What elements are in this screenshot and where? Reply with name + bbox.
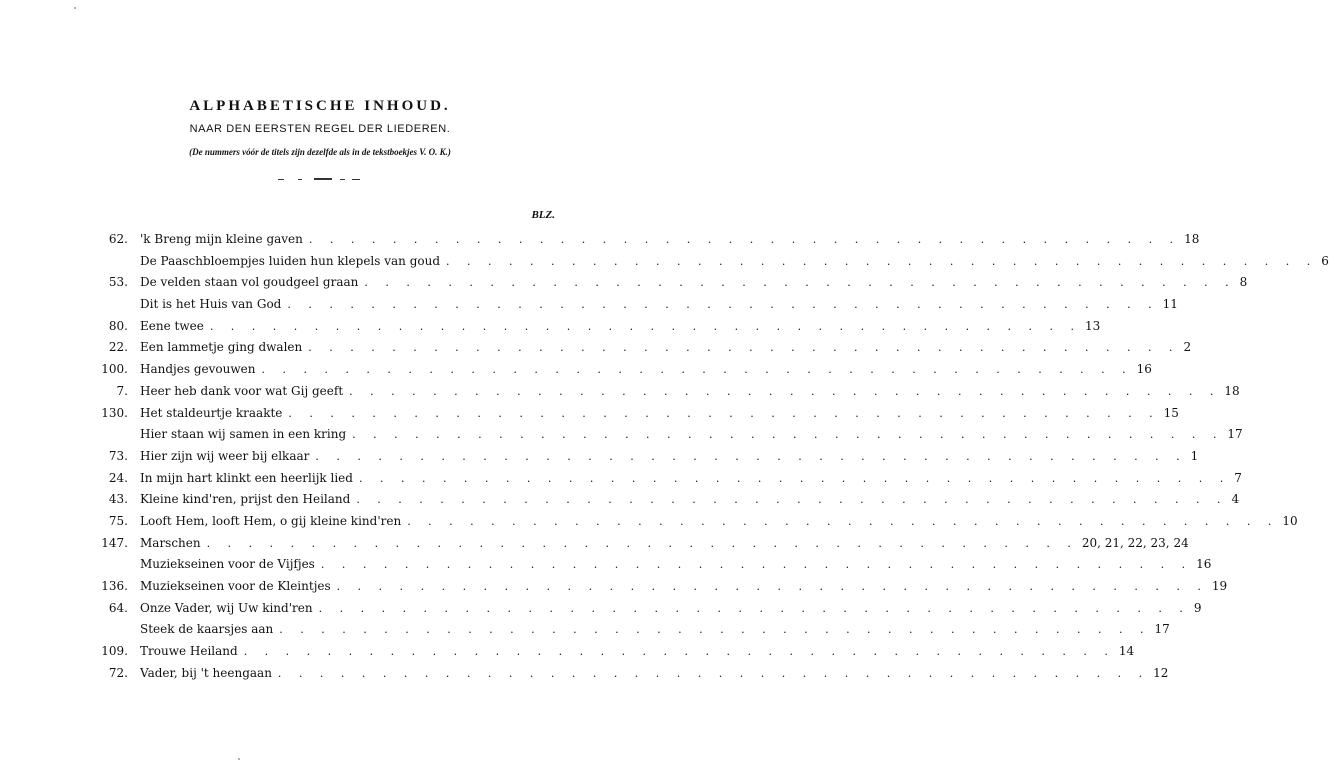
page-number: 17: [1227, 427, 1243, 442]
page-number: 10: [1282, 513, 1298, 528]
dot-leader: . . . . . . . . . . . . . . . . . . . . . . . . . . . . . . . . . . . . . . . . . .: [315, 449, 1187, 463]
song-number: 53.: [108, 275, 128, 290]
song-title: Handjes gevouwen: [140, 362, 256, 377]
song-number: 75.: [108, 513, 128, 528]
song-title: Onze Vader, wij Uw kind'ren: [140, 600, 313, 615]
entry-line: [140, 424, 1243, 446]
contents-entry: [0, 511, 1298, 533]
entry-line: [140, 598, 1202, 620]
page-number: 9: [1193, 600, 1202, 615]
contents-entry: [0, 554, 1212, 576]
song-title: Dit is het Huis van God: [140, 297, 282, 312]
dot-leader: . . . . . . . . . . . . . . . . . . . . . . . . . . . . . . . . . . . . . . . . . .: [349, 384, 1221, 398]
page-number: 14: [1118, 644, 1135, 659]
page-subtitle: NAAR DEN EERSTEN REGEL DER LIEDEREN.: [189, 123, 451, 135]
song-title: 'k Breng mijn kleine gaven: [140, 232, 303, 246]
dot-leader: . . . . . . . . . . . . . . . . . . . . . . . . . . . . . . . . . . . . . . . . . .: [364, 276, 1236, 290]
page-number: 20, 21, 22, 23, 24: [1081, 535, 1189, 550]
entry-line: [140, 229, 1200, 251]
entry-line: [140, 316, 1101, 338]
page-number: 4: [1231, 492, 1240, 507]
page-number: 16: [1136, 362, 1152, 377]
entry-line: [140, 468, 1242, 490]
contents-entry: [0, 229, 1200, 251]
song-title: Hier staan wij samen in een kring: [140, 427, 347, 442]
song-title: In mijn hart klinkt een heerlijk lied: [140, 470, 353, 485]
song-title: Eene twee: [140, 318, 204, 333]
dot-leader: . . . . . . . . . . . . . . . . . . . . . . . . . . . . . . . . . . . . . . . . . .: [287, 298, 1159, 312]
scan-speck: [74, 7, 76, 9]
song-number: 24.: [108, 470, 128, 485]
dot-leader: . . . . . . . . . . . . . . . . . . . . . . . . . . . . . . . . . . . . . . . . . .: [308, 341, 1180, 355]
entry-line: [140, 576, 1228, 598]
song-title: Steek de kaarsjes aan: [140, 622, 274, 637]
contents-entry: [0, 316, 1101, 338]
entry-line: [140, 533, 1189, 555]
scan-speck: [238, 758, 240, 760]
entry-line: [140, 641, 1135, 663]
contents-entry: [0, 489, 1240, 511]
song-title: Vader, bij 't heengaan: [140, 665, 272, 680]
song-title: Muziekseinen voor de Kleintjes: [140, 579, 331, 593]
contents-entry: [0, 381, 1240, 403]
entry-line: [140, 294, 1178, 316]
page-number: 17: [1154, 622, 1170, 637]
page-number: 12: [1153, 665, 1169, 680]
page-number: 6: [1321, 253, 1329, 268]
contents-entry: [0, 294, 1178, 316]
contents-entry: [0, 641, 1135, 663]
contents-entry: [0, 424, 1243, 446]
song-title: Looft Hem, looft Hem, o gij kleine kind'ren: [140, 513, 402, 528]
song-number: 80.: [108, 318, 128, 333]
contents-entry: [0, 533, 1189, 555]
song-number: 130.: [101, 405, 128, 420]
entry-line: [140, 337, 1192, 359]
numbering-note: (De nummers vóór de titels zijn dezelfde als in de tekstboekjes V. O. K.): [189, 147, 451, 157]
dot-leader: . . . . . . . . . . . . . . . . . . . . . . . . . . . . . . . . . . . . . . . . . .: [358, 471, 1231, 485]
dot-leader: . . . . . . . . . . . . . . . . . . . . . . . . . . . . . . . . . . . . . . . . . .: [288, 406, 1160, 420]
entry-line: [140, 381, 1240, 403]
entry-line: [140, 554, 1212, 576]
page-number: 16: [1196, 557, 1212, 572]
page-column-heading: BLZ.: [531, 209, 555, 221]
entry-line: [140, 359, 1152, 381]
dot-leader: . . . . . . . . . . . . . . . . . . . . . . . . . . . . . . . . . . . . . . . . . .: [277, 666, 1150, 680]
song-title: Het staldeurtje kraakte: [140, 405, 283, 420]
dot-leader: . . . . . . . . . . . . . . . . . . . . . . . . . . . . . . . . . . . . . . . . . .: [407, 514, 1279, 528]
page-number: 19: [1211, 579, 1228, 593]
dot-leader: . . . . . . . . . . . . . . . . . . . . . . . . . . . . . . . . . . . . . . . . . .: [352, 428, 1224, 442]
contents-entry: [0, 663, 1169, 685]
song-title: Een lammetje ging dwalen: [140, 340, 303, 355]
song-number: 7.: [116, 383, 128, 398]
contents-entry: [0, 446, 1199, 468]
entry-line: [140, 489, 1240, 511]
contents-entry: [0, 359, 1152, 381]
song-number: 43.: [108, 492, 128, 507]
entry-line: [140, 403, 1179, 425]
dot-leader: . . . . . . . . . . . . . . . . . . . . . . . . . . . . . . . . . . . . . . . . . .: [320, 558, 1193, 572]
song-number: 22.: [108, 340, 128, 355]
contents-entry: [0, 251, 1329, 273]
dot-leader: . . . . . . . . . . . . . . . . . . . . . . . . . . . . . . . . . . . . . . . . . .: [356, 493, 1228, 507]
contents-entry: [0, 576, 1228, 598]
song-title: Heer heb dank voor wat Gij geeft: [140, 383, 344, 398]
page-number: 15: [1163, 405, 1179, 420]
dot-leader: . . . . . . . . . . . . . . . . . . . . . . . . . . . . . . . . . . . . . . . . . .: [206, 536, 1078, 550]
dot-leader: . . . . . . . . . . . . . . . . . . . . . . . . . . . . . . . . . . . . . . . . . .: [261, 363, 1133, 377]
song-number: 64.: [108, 600, 128, 615]
song-title: Trouwe Heiland: [140, 644, 238, 659]
dot-leader: . . . . . . . . . . . . . . . . . . . . . . . . . . . . . . . . . . . . . . . . . .: [318, 601, 1190, 615]
page-number: 2: [1183, 340, 1192, 355]
contents-entry: [0, 337, 1192, 359]
dot-leader: . . . . . . . . . . . . . . . . . . . . . . . . . . . . . . . . . . . . . . . . . .: [243, 645, 1115, 659]
dot-leader: . . . . . . . . . . . . . . . . . . . . . . . . . . . . . . . . . . . . . . . . . .: [209, 319, 1082, 333]
song-number: 72.: [108, 665, 128, 680]
song-number: 73.: [108, 448, 128, 463]
song-title: De Paaschbloempjes luiden hun klepels van goud: [140, 253, 441, 268]
song-number: 100.: [101, 362, 128, 377]
entry-line: [140, 511, 1298, 533]
page-title: ALPHABETISCHE INHOUD.: [189, 98, 451, 114]
page-number: 8: [1239, 275, 1248, 290]
song-number: 62.: [108, 232, 128, 246]
contents-list: [0, 229, 1329, 684]
contents-entry: [0, 403, 1179, 425]
entry-line: [140, 619, 1170, 641]
divider-ornament: [278, 178, 362, 182]
song-number: 109.: [101, 644, 128, 659]
song-title: Muziekseinen voor de Vijfjes: [140, 557, 315, 572]
song-title: De velden staan vol goudgeel graan: [140, 275, 359, 290]
contents-entry: [0, 272, 1248, 294]
contents-entry: [0, 619, 1170, 641]
page-number: 18: [1184, 232, 1200, 246]
song-number: 136.: [101, 579, 128, 593]
page-number: 18: [1224, 383, 1240, 398]
song-title: Marschen: [140, 535, 201, 550]
entry-line: [140, 446, 1199, 468]
page-number: 13: [1085, 318, 1101, 333]
song-title: Hier zijn wij weer bij elkaar: [140, 448, 310, 463]
dot-leader: . . . . . . . . . . . . . . . . . . . . . . . . . . . . . . . . . . . . . . . . . .: [279, 623, 1151, 637]
contents-entry: [0, 598, 1202, 620]
entry-line: [140, 272, 1248, 294]
dot-leader: . . . . . . . . . . . . . . . . . . . . . . . . . . . . . . . . . . . . . . . . . .: [336, 580, 1208, 593]
page-number: 7: [1234, 470, 1242, 485]
song-number: 147.: [101, 535, 128, 550]
dot-leader: . . . . . . . . . . . . . . . . . . . . . . . . . . . . . . . . . . . . . . . . . .: [446, 254, 1318, 268]
contents-entry: [0, 468, 1242, 490]
dot-leader: . . . . . . . . . . . . . . . . . . . . . . . . . . . . . . . . . . . . . . . . . .: [308, 233, 1181, 246]
entry-line: [140, 251, 1329, 273]
page-number: 1: [1190, 448, 1199, 463]
entry-line: [140, 663, 1169, 685]
song-title: Kleine kind'ren, prijst den Heiland: [140, 492, 351, 507]
page-number: 11: [1162, 297, 1178, 312]
